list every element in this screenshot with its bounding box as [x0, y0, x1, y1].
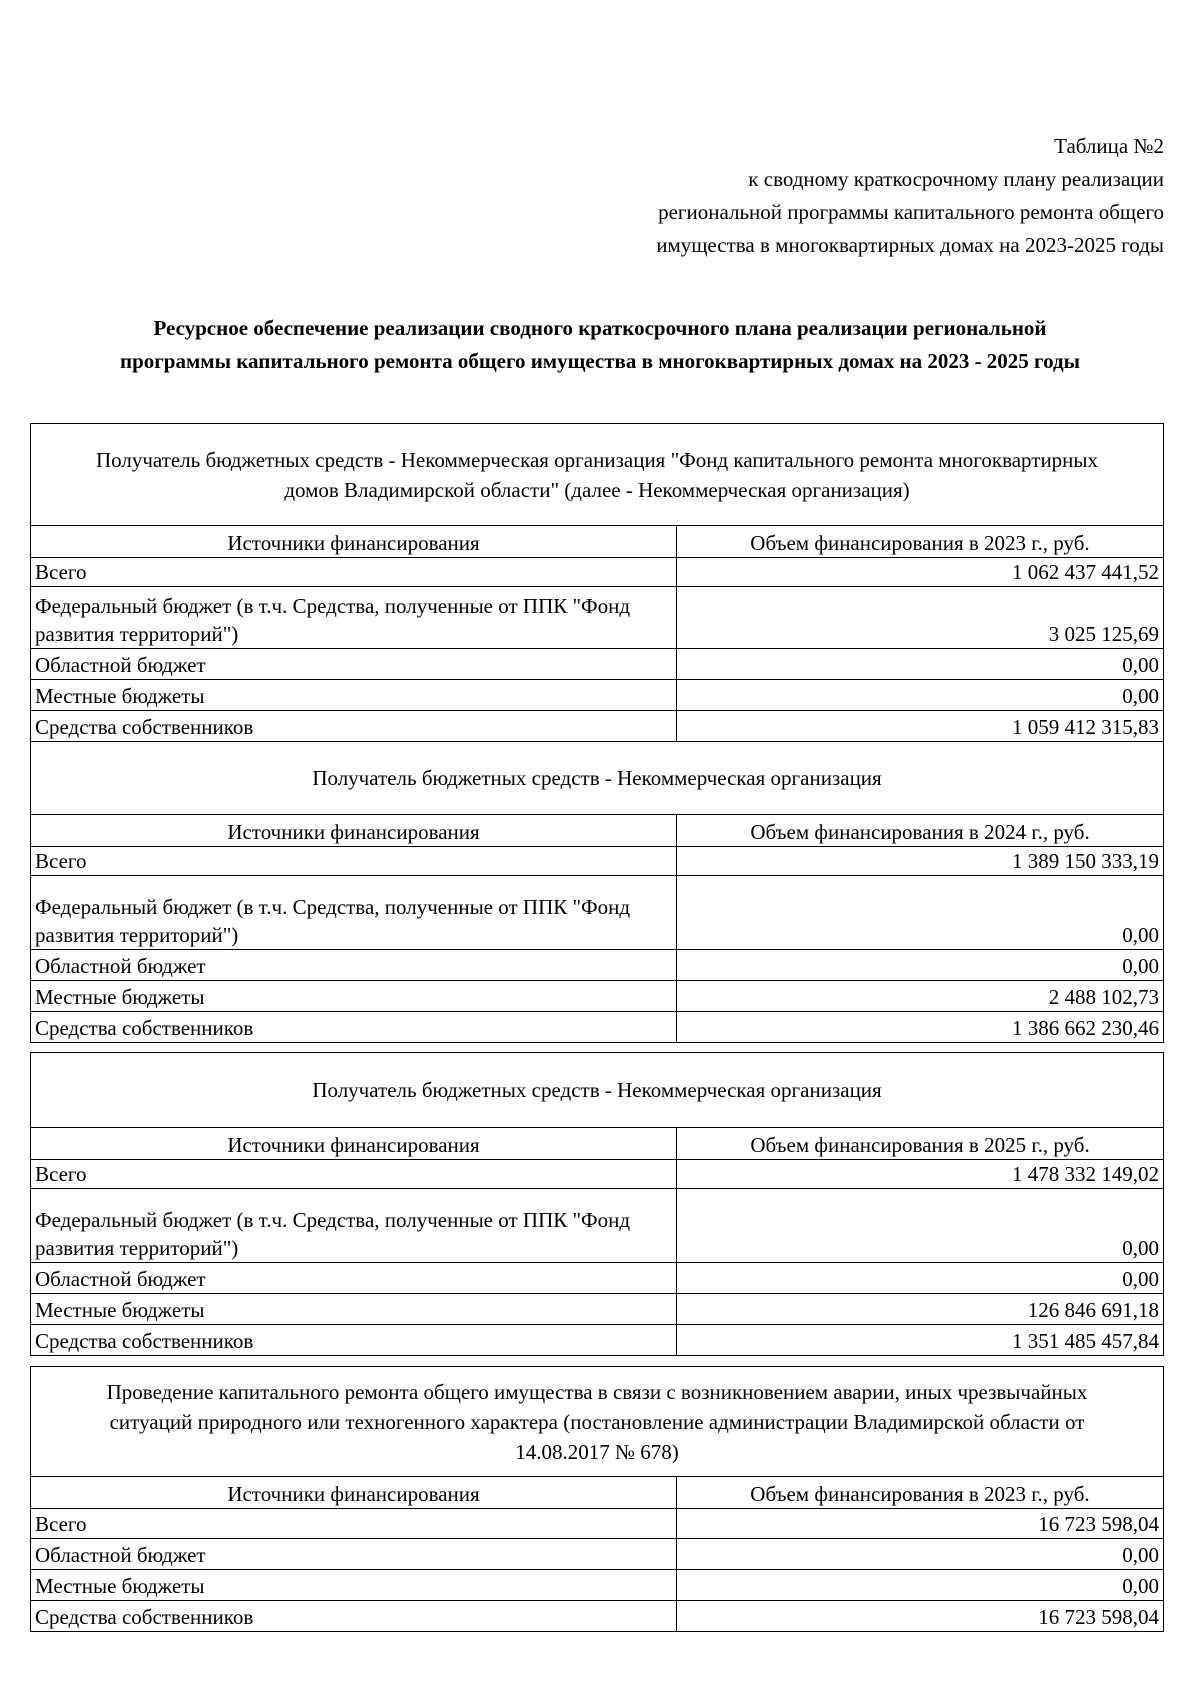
row-value: 0,00: [677, 1570, 1164, 1601]
table-row: [31, 711, 1164, 742]
table-row: [31, 1601, 1164, 1632]
row-label: Федеральный бюджет (в т.ч. Средства, полученные от ППК "Фонд развития территорий"): [31, 587, 677, 649]
table-row: [31, 1294, 1164, 1325]
table-row: [31, 1509, 1164, 1539]
financing-table-2023: [30, 423, 1164, 742]
row-label: Всего: [31, 558, 677, 587]
financing-table-emergency: [30, 1366, 1164, 1632]
row-value: 1 478 332 149,02: [677, 1160, 1164, 1189]
row-label: Средства собственников: [31, 1325, 677, 1356]
table-row: [31, 1570, 1164, 1601]
section-title: Получатель бюджетных средств - Некоммерческая организация: [31, 742, 1164, 815]
row-value: 1 059 412 315,83: [677, 711, 1164, 742]
table-row: [31, 1160, 1164, 1189]
column-header-amount: Объем финансирования в 2023 г., руб.: [677, 1477, 1164, 1509]
table-row: [31, 558, 1164, 587]
row-label: Средства собственников: [31, 1012, 677, 1043]
appendix-line-2: региональной программы капитального ремонта общего: [658, 200, 1164, 224]
table-row: [31, 1539, 1164, 1570]
table-number: Таблица №2: [1054, 134, 1164, 158]
table-row: [31, 950, 1164, 981]
row-value: 0,00: [677, 1263, 1164, 1294]
row-value: 1 389 150 333,19: [677, 847, 1164, 876]
title-line-1: Ресурсное обеспечение реализации сводного краткосрочного плана реализации региональной: [153, 316, 1047, 340]
appendix-heading: [564, 130, 1164, 262]
row-label: Местные бюджеты: [31, 680, 677, 711]
row-value: 1 351 485 457,84: [677, 1325, 1164, 1356]
row-label: Федеральный бюджет (в т.ч. Средства, полученные от ППК "Фонд развития территорий"): [31, 1189, 677, 1263]
table-row: [31, 680, 1164, 711]
table-row: [31, 981, 1164, 1012]
row-label: Местные бюджеты: [31, 1294, 677, 1325]
column-header-source: Источники финансирования: [31, 526, 677, 558]
table-row: [31, 876, 1164, 950]
row-label: Всего: [31, 1509, 677, 1539]
row-label: Средства собственников: [31, 711, 677, 742]
row-label: Областной бюджет: [31, 1539, 677, 1570]
row-value: 0,00: [677, 1539, 1164, 1570]
column-header-source: Источники финансирования: [31, 1128, 677, 1160]
row-value: 1 386 662 230,46: [677, 1012, 1164, 1043]
row-value: 0,00: [677, 680, 1164, 711]
financing-table-2024: [30, 741, 1164, 1043]
row-value: 0,00: [677, 876, 1164, 950]
column-header-source: Источники финансирования: [31, 1477, 677, 1509]
appendix-line-1: к сводному краткосрочному плану реализации: [748, 167, 1164, 191]
row-label: Областной бюджет: [31, 950, 677, 981]
row-value: 16 723 598,04: [677, 1601, 1164, 1632]
document-title: [30, 312, 1170, 378]
table-row: [31, 1189, 1164, 1263]
table-row: [31, 649, 1164, 680]
title-line-2: программы капитального ремонта общего имущества в многоквартирных домах на 2023 - 2025 годы: [119, 349, 1080, 373]
column-header-source: Источники финансирования: [31, 815, 677, 847]
row-value: 1 062 437 441,52: [677, 558, 1164, 587]
appendix-line-3: имущества в многоквартирных домах на 2023-2025 годы: [656, 233, 1164, 257]
section-title: Получатель бюджетных средств - Некоммерческая организация: [31, 1053, 1164, 1128]
row-value: 0,00: [677, 1189, 1164, 1263]
row-value: 0,00: [677, 950, 1164, 981]
row-label: Местные бюджеты: [31, 1570, 677, 1601]
table-row: [31, 1325, 1164, 1356]
row-value: 3 025 125,69: [677, 587, 1164, 649]
row-value: 16 723 598,04: [677, 1509, 1164, 1539]
row-value: 0,00: [677, 649, 1164, 680]
financing-table-2025: [30, 1052, 1164, 1356]
section-title: Получатель бюджетных средств - Некоммерческая организация "Фонд капитального ремонта многоквартирных домов Владимирской области" (далее - Некоммерческая организация): [31, 424, 1164, 526]
row-label: Средства собственников: [31, 1601, 677, 1632]
column-header-amount: Объем финансирования в 2023 г., руб.: [677, 526, 1164, 558]
table-row: [31, 1012, 1164, 1043]
row-label: Всего: [31, 847, 677, 876]
section-title: Проведение капитального ремонта общего имущества в связи с возникновением аварии, иных чрезвычайных ситуаций природного или техногенного характера (постановление администрации Владимирской области от 14.08.2017 № 678): [31, 1367, 1164, 1477]
row-label: Федеральный бюджет (в т.ч. Средства, полученные от ППК "Фонд развития территорий"): [31, 876, 677, 950]
row-label: Местные бюджеты: [31, 981, 677, 1012]
column-header-amount: Объем финансирования в 2024 г., руб.: [677, 815, 1164, 847]
table-row: [31, 847, 1164, 876]
table-row: [31, 1263, 1164, 1294]
table-row: [31, 587, 1164, 649]
row-value: 126 846 691,18: [677, 1294, 1164, 1325]
row-label: Всего: [31, 1160, 677, 1189]
row-label: Областной бюджет: [31, 649, 677, 680]
row-label: Областной бюджет: [31, 1263, 677, 1294]
column-header-amount: Объем финансирования в 2025 г., руб.: [677, 1128, 1164, 1160]
row-value: 2 488 102,73: [677, 981, 1164, 1012]
